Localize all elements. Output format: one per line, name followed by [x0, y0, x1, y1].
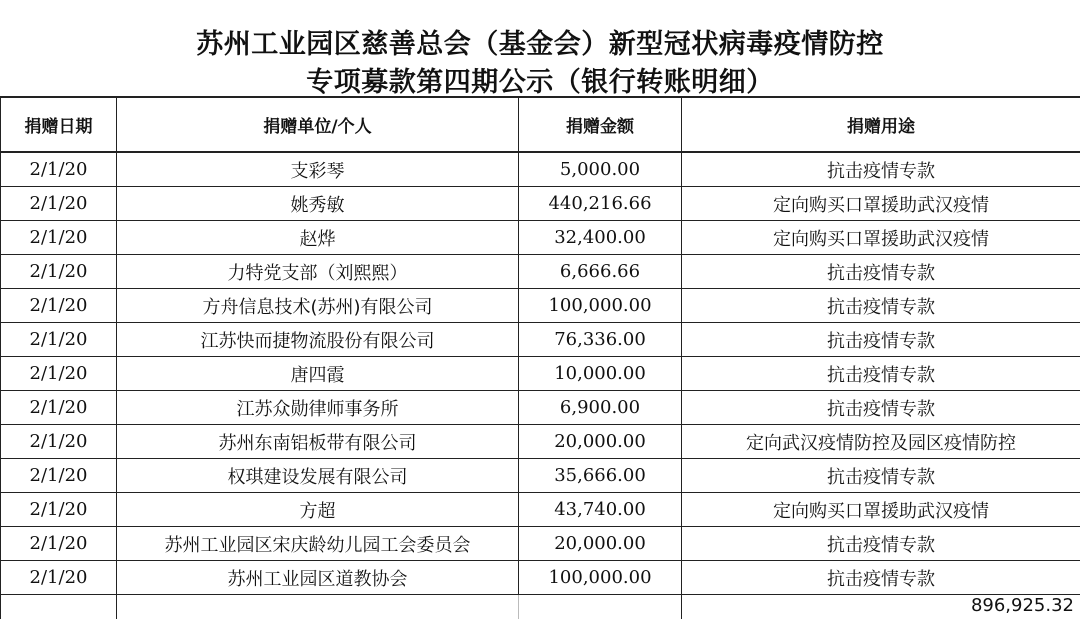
cell-purpose: 定向购买口罩援助武汉疫情	[682, 221, 1080, 255]
cell-donor: 姚秀敏	[117, 187, 519, 221]
cell-date: 2/1/20	[1, 187, 117, 221]
cell-purpose: 抗击疫情专款	[682, 357, 1080, 391]
cell-date: 2/1/20	[1, 561, 117, 595]
cell-date: 2/1/20	[1, 459, 117, 493]
cell-purpose: 定向购买口罩援助武汉疫情	[682, 187, 1080, 221]
cell-amount: 76,336.00	[519, 323, 682, 357]
cell-date: 2/1/20	[1, 255, 117, 289]
cell-amount: 35,666.00	[519, 459, 682, 493]
cell-donor: 苏州工业园区宋庆龄幼儿园工会委员会	[117, 527, 519, 561]
total-blank-cell	[519, 595, 682, 620]
cell-amount: 20,000.00	[519, 527, 682, 561]
cell-donor: 方超	[117, 493, 519, 527]
donation-table	[0, 96, 1080, 619]
cell-donor: 唐四霞	[117, 357, 519, 391]
cell-amount: 32,400.00	[519, 221, 682, 255]
cell-purpose: 抗击疫情专款	[682, 323, 1080, 357]
cell-amount: 6,666.66	[519, 255, 682, 289]
total-row	[1, 595, 1080, 620]
table-row	[1, 561, 1080, 595]
cell-purpose: 定向武汉疫情防控及园区疫情防控	[682, 425, 1080, 459]
cell-amount: 100,000.00	[519, 289, 682, 323]
title-line-1: 苏州工业园区慈善总会（基金会）新型冠状病毒疫情防控	[196, 29, 884, 60]
table-row	[1, 493, 1080, 527]
cell-date: 2/1/20	[1, 289, 117, 323]
cell-date: 2/1/20	[1, 357, 117, 391]
total-blank-cell	[117, 595, 519, 620]
header-purpose: 捐赠用途	[682, 97, 1080, 152]
document-title	[0, 0, 1080, 96]
cell-purpose: 抗击疫情专款	[682, 459, 1080, 493]
cell-donor: 江苏快而捷物流股份有限公司	[117, 323, 519, 357]
total-amount: 896,925.32	[682, 595, 1080, 620]
table-row	[1, 425, 1080, 459]
table-row	[1, 289, 1080, 323]
table-row	[1, 357, 1080, 391]
header-date: 捐赠日期	[1, 97, 117, 152]
cell-donor: 苏州东南铝板带有限公司	[117, 425, 519, 459]
cell-purpose: 抗击疫情专款	[682, 152, 1080, 187]
cell-purpose: 抗击疫情专款	[682, 289, 1080, 323]
cell-amount: 10,000.00	[519, 357, 682, 391]
header-donor: 捐赠单位/个人	[117, 97, 519, 152]
cell-date: 2/1/20	[1, 323, 117, 357]
cell-date: 2/1/20	[1, 425, 117, 459]
cell-donor: 方舟信息技术(苏州)有限公司	[117, 289, 519, 323]
cell-amount: 440,216.66	[519, 187, 682, 221]
cell-donor: 权琪建设发展有限公司	[117, 459, 519, 493]
table-row	[1, 187, 1080, 221]
cell-date: 2/1/20	[1, 527, 117, 561]
table-row	[1, 152, 1080, 187]
table-row	[1, 221, 1080, 255]
cell-purpose: 抗击疫情专款	[682, 561, 1080, 595]
cell-amount: 100,000.00	[519, 561, 682, 595]
table-row	[1, 391, 1080, 425]
cell-purpose: 定向购买口罩援助武汉疫情	[682, 493, 1080, 527]
cell-amount: 20,000.00	[519, 425, 682, 459]
cell-date: 2/1/20	[1, 391, 117, 425]
cell-purpose: 抗击疫情专款	[682, 527, 1080, 561]
title-line-2: 专项募款第四期公示（银行转账明细）	[306, 67, 774, 98]
cell-date: 2/1/20	[1, 493, 117, 527]
cell-donor: 江苏众勋律师事务所	[117, 391, 519, 425]
table-header-row	[1, 97, 1080, 152]
cell-purpose: 抗击疫情专款	[682, 391, 1080, 425]
table-row	[1, 255, 1080, 289]
cell-date: 2/1/20	[1, 221, 117, 255]
header-amount: 捐赠金额	[519, 97, 682, 152]
total-blank-cell	[1, 595, 117, 620]
cell-amount: 43,740.00	[519, 493, 682, 527]
cell-amount: 5,000.00	[519, 152, 682, 187]
cell-purpose: 抗击疫情专款	[682, 255, 1080, 289]
table-row	[1, 459, 1080, 493]
cell-donor: 赵烨	[117, 221, 519, 255]
table-row	[1, 527, 1080, 561]
table-row	[1, 323, 1080, 357]
cell-donor: 支彩琴	[117, 152, 519, 187]
cell-donor: 力特党支部（刘熙熙）	[117, 255, 519, 289]
cell-amount: 6,900.00	[519, 391, 682, 425]
cell-date: 2/1/20	[1, 152, 117, 187]
cell-donor: 苏州工业园区道教协会	[117, 561, 519, 595]
